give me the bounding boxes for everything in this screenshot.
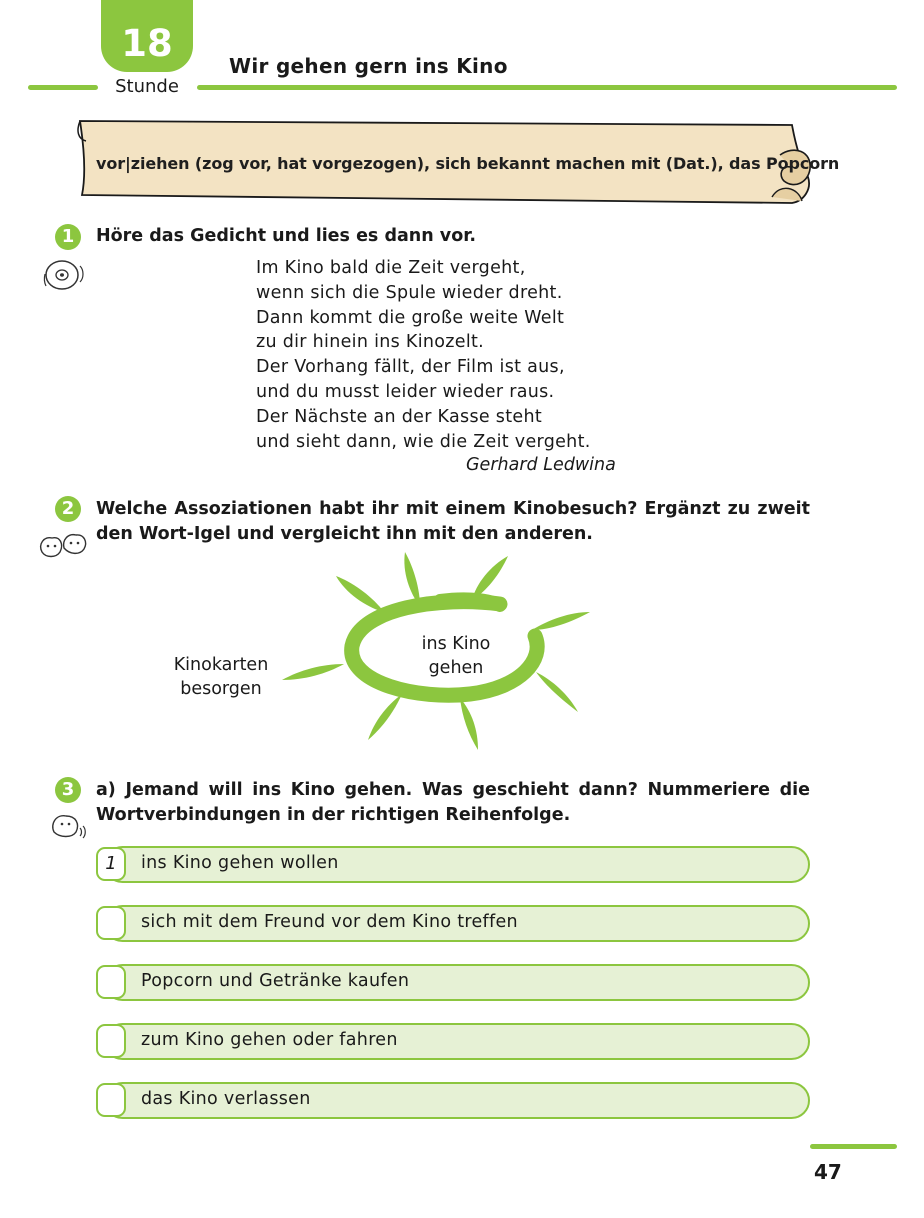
hedgehog-example-label <box>160 653 282 701</box>
exercise-1-number: 1 <box>55 224 81 250</box>
ordering-item-2: sich mit dem Freund vor dem Kino treffen <box>141 912 518 932</box>
order-input-box-5[interactable] <box>96 1083 126 1117</box>
hedgehog-center-line1: ins Kino <box>421 634 491 654</box>
footer-rule <box>810 1144 897 1149</box>
hedgehog-spike <box>460 698 478 750</box>
poem-line: Der Vorhang fällt, der Film ist aus, <box>256 357 565 377</box>
poem-line: Dann kommt die große weite Welt <box>256 308 565 328</box>
poem-line: Im Kino bald die Zeit vergeht, <box>256 258 526 278</box>
vocabulary-text: vor|ziehen (zog vor, hat vorgezogen), sich bekannt machen mit (Dat.), das Popcorn <box>96 154 840 173</box>
ordering-item-4: zum Kino gehen oder fahren <box>141 1030 398 1050</box>
exercise-2-instruction-line1: Welche Assoziationen habt ihr mit einem Kinobesuch? Ergänzt zu zweit <box>96 499 810 519</box>
order-input-box-4[interactable] <box>96 1024 126 1058</box>
hedgehog-spike <box>368 694 402 740</box>
hedgehog-spike <box>532 612 590 630</box>
hedgehog-example-line2: besorgen <box>180 679 262 699</box>
ordering-item-1: ins Kino gehen wollen <box>141 853 339 873</box>
exercise-1-instruction: Höre das Gedicht und lies es dann vor. <box>96 226 477 246</box>
lesson-number: 18 <box>121 22 173 65</box>
speaking-icon <box>48 810 88 840</box>
exercise-3-number: 3 <box>55 777 81 803</box>
poem-line: und du musst leider wieder raus. <box>256 382 555 402</box>
poem-line: zu dir hinein ins Kinozelt. <box>256 332 485 352</box>
poem-line: wenn sich die Spule wieder dreht. <box>256 283 563 303</box>
header-rule-right <box>197 85 897 90</box>
page-title: Wir gehen gern ins Kino <box>229 54 508 78</box>
hedgehog-spike <box>336 576 384 612</box>
pair-work-icon <box>36 530 90 560</box>
header-rule-left <box>28 85 98 90</box>
order-input-box-1[interactable]: 1 <box>96 847 126 881</box>
hedgehog-center-label <box>400 632 512 680</box>
exercise-3-instruction-line2: Wortverbindungen in der richtigen Reihenfolge. <box>96 805 571 825</box>
lesson-word: Stunde <box>115 76 179 97</box>
ordering-item-5: das Kino verlassen <box>141 1089 311 1109</box>
page-number: 47 <box>814 1160 842 1184</box>
order-input-box-2[interactable] <box>96 906 126 940</box>
order-input-box-3[interactable] <box>96 965 126 999</box>
poem-line: Der Nächste an der Kasse steht <box>256 407 543 427</box>
cd-audio-icon <box>42 258 90 292</box>
exercise-3-instruction-line1: a) Jemand will ins Kino gehen. Was geschieht dann? Nummeriere die <box>96 780 810 800</box>
hedgehog-spike <box>536 672 578 712</box>
hedgehog-spike <box>282 664 344 680</box>
ordering-item-3: Popcorn und Getränke kaufen <box>141 971 410 991</box>
hedgehog-center-line2: gehen <box>428 658 484 678</box>
poem-line: und sieht dann, wie die Zeit vergeht. <box>256 432 591 452</box>
poem-author: Gerhard Ledwina <box>466 455 616 475</box>
exercise-2-number: 2 <box>55 496 81 522</box>
exercise-2-instruction-line2: den Wort-Igel und vergleicht ihn mit den anderen. <box>96 524 593 544</box>
hedgehog-example-line1: Kinokarten <box>173 655 269 675</box>
